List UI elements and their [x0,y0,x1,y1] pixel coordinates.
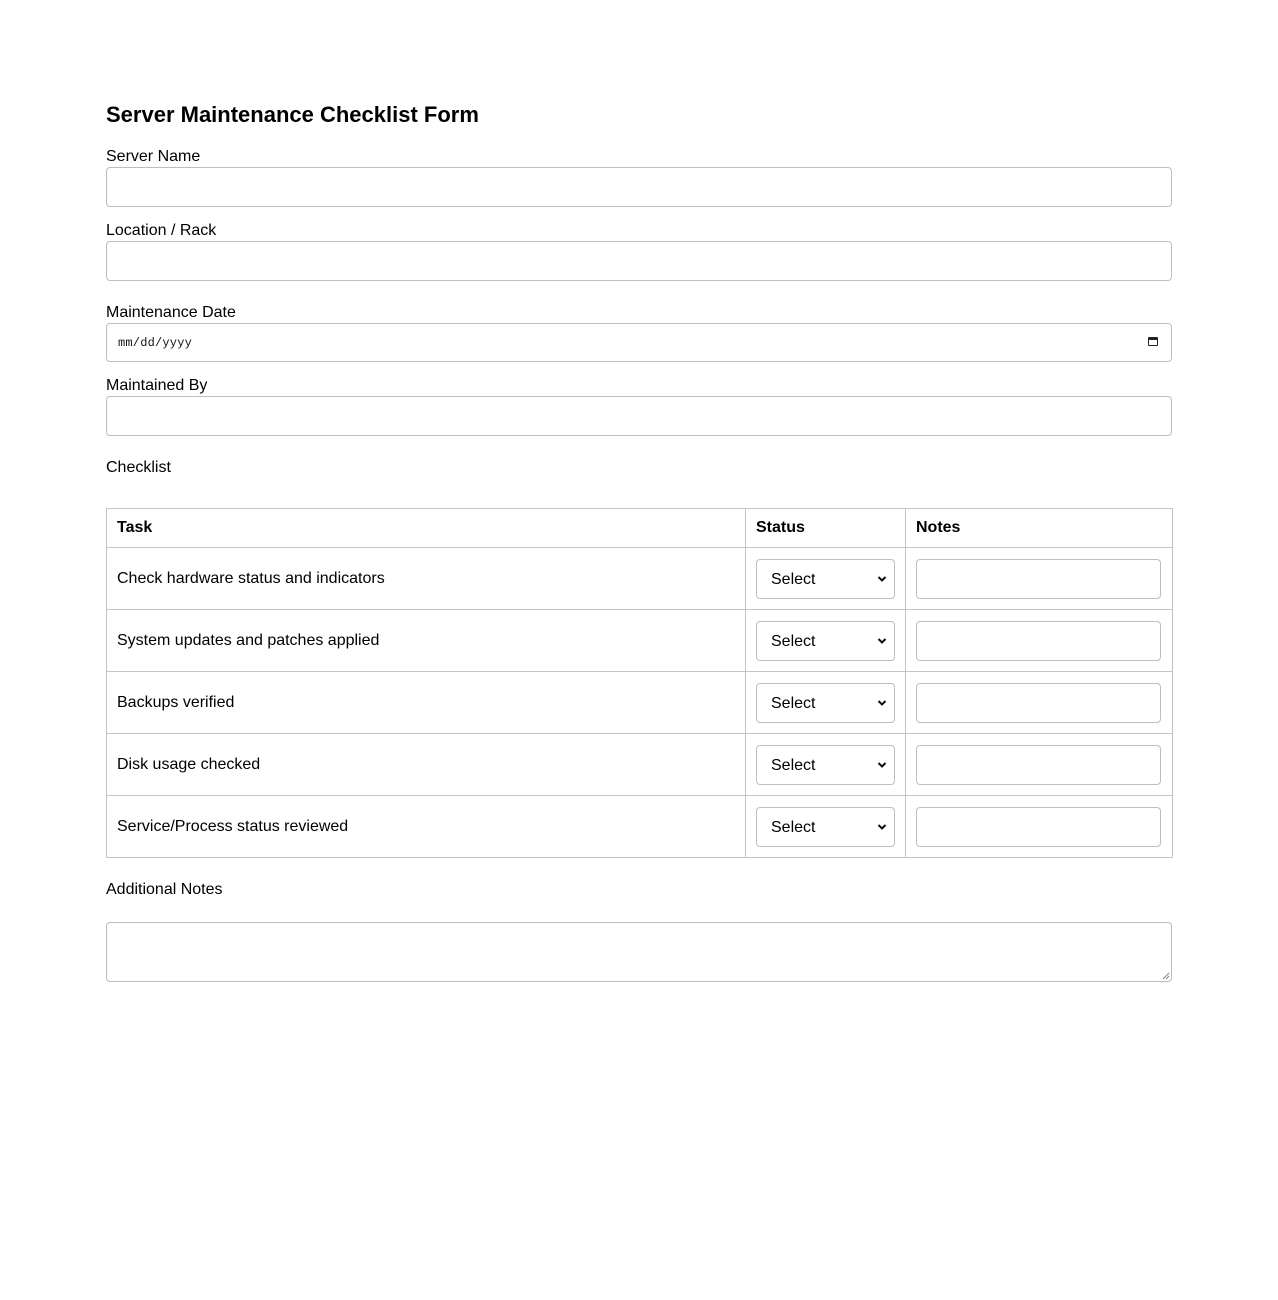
maintained-by-input[interactable] [106,396,1172,436]
location-rack-input[interactable] [106,241,1172,281]
task-cell: Disk usage checked [107,734,746,796]
table-row [107,672,1173,734]
task-notes-input[interactable] [916,559,1161,599]
task-cell: Service/Process status reviewed [107,796,746,858]
chevron-down-icon [877,760,887,770]
server-name-label: Server Name [106,148,201,165]
status-cell [746,548,906,610]
status-select[interactable] [756,683,895,723]
table-row [107,548,1173,610]
chevron-down-icon [877,822,887,832]
chevron-down-icon [877,636,887,646]
maintenance-date-input[interactable] [106,323,1172,362]
column-header-notes: Notes [906,509,1173,548]
task-cell: Check hardware status and indicators [107,548,746,610]
calendar-icon[interactable] [1148,337,1158,346]
status-select-value: Select [771,818,816,836]
status-cell [746,734,906,796]
additional-notes-label: Additional Notes [106,881,223,898]
notes-cell [906,672,1173,734]
notes-cell [906,610,1173,672]
status-select[interactable] [756,559,895,599]
maintenance-date-label: Maintenance Date [106,304,236,321]
status-cell [746,610,906,672]
resize-handle-icon[interactable] [1161,971,1170,980]
checklist-table [106,508,1173,858]
task-notes-input[interactable] [916,621,1161,661]
additional-notes-textarea[interactable] [106,922,1172,982]
notes-cell [906,734,1173,796]
task-notes-input[interactable] [916,807,1161,847]
status-cell [746,672,906,734]
notes-cell [906,548,1173,610]
table-row [107,734,1173,796]
date-placeholder: mm/dd/yyyy [118,336,193,350]
task-notes-input[interactable] [916,745,1161,785]
status-select-value: Select [771,694,816,712]
status-select[interactable] [756,621,895,661]
status-select-value: Select [771,756,816,774]
notes-cell [906,796,1173,858]
column-header-status: Status [746,509,906,548]
table-row [107,796,1173,858]
status-select[interactable] [756,745,895,785]
chevron-down-icon [877,574,887,584]
status-select-value: Select [771,570,816,588]
status-select[interactable] [756,807,895,847]
page-title: Server Maintenance Checklist Form [106,102,479,127]
table-header-row [107,509,1173,548]
location-rack-label: Location / Rack [106,222,217,239]
task-notes-input[interactable] [916,683,1161,723]
status-select-value: Select [771,632,816,650]
checklist-label: Checklist [106,459,171,476]
task-cell: Backups verified [107,672,746,734]
status-cell [746,796,906,858]
task-cell: System updates and patches applied [107,610,746,672]
column-header-task: Task [107,509,746,548]
server-name-input[interactable] [106,167,1172,207]
maintained-by-label: Maintained By [106,377,208,394]
chevron-down-icon [877,698,887,708]
table-row [107,610,1173,672]
